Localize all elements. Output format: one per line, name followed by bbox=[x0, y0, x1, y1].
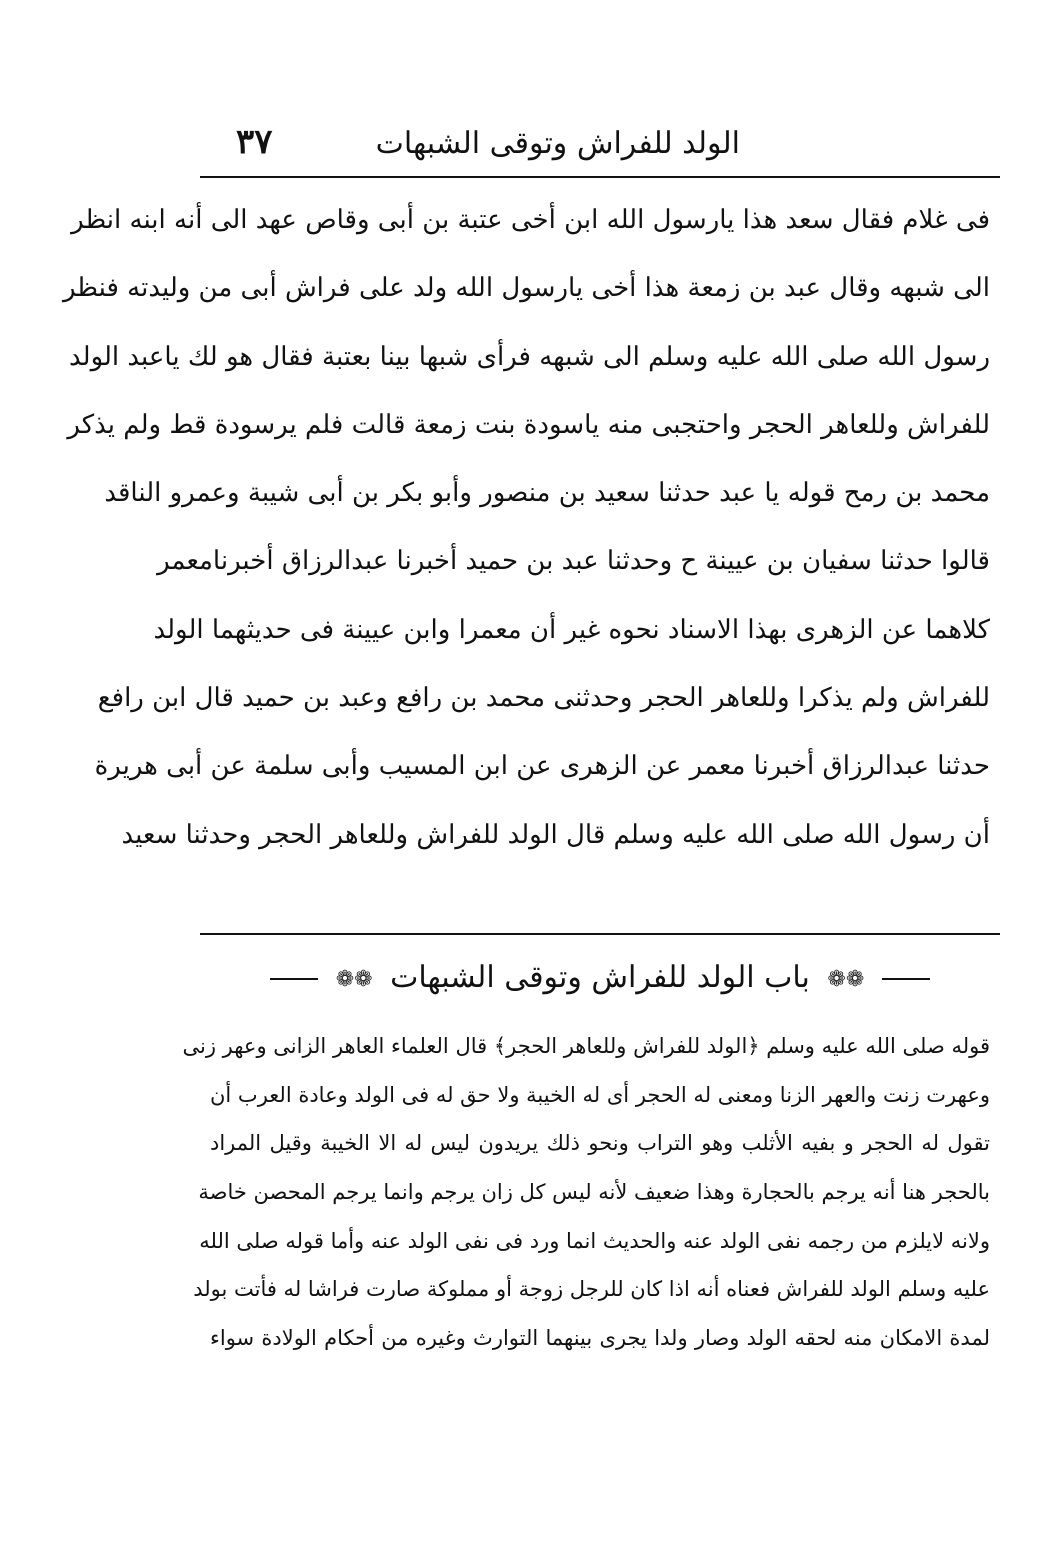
header-rule bbox=[200, 176, 1000, 178]
section-divider bbox=[200, 933, 1000, 935]
hadith-line: الى شبهه وقال عبد بن زمعة هذا أخى يارسول الله ولد على فراش أبى من وليدته فنظر bbox=[62, 273, 990, 304]
hadith-line: أن رسول الله صلى الله عليه وسلم قال الولد للفراش وللعاهر الحجر وحدثنا سعيد bbox=[121, 819, 990, 850]
hadith-line: فى غلام فقال سعد هذا يارسول الله ابن أخى عتبة بن أبى وقاص عهد الى أنه ابنه انظر bbox=[71, 205, 990, 235]
commentary-line: وعهرت زنت والعهر الزنا ومعنى له الحجر أى له الخيبة ولا حق له فى الولد وعادة العرب أن bbox=[210, 1082, 990, 1107]
ornament-icon: ❁❁ bbox=[335, 966, 373, 992]
commentary-text-block bbox=[182, 1022, 990, 1363]
heading-dash-left bbox=[270, 978, 318, 980]
header-title: الولد للفراش وتوقى الشبهات bbox=[375, 126, 740, 161]
chapter-heading bbox=[200, 960, 1000, 1010]
commentary-line: ولانه لايلزم من رجمه نفى الولد عنه والحديث انما ورد فى نفى الولد عنه وأما قوله صلى الله bbox=[199, 1228, 990, 1253]
hadith-line: رسول الله صلى الله عليه وسلم الى شبهه فرأى شبها بينا بعتبة فقال هو لك ياعبد الولد bbox=[69, 341, 990, 372]
commentary-line: بالحجر هنا أنه يرجم بالحجارة وهذا ضعيف لأنه ليس كل زان يرجم وانما يرجم المحصن خاصة bbox=[198, 1180, 990, 1205]
chapter-title: باب الولد للفراش وتوقى الشبهات bbox=[390, 960, 810, 995]
hadith-line: حدثنا عبدالرزاق أخبرنا معمر عن الزهرى عن ابن المسيب وأبى سلمة عن أبى هريرة bbox=[94, 751, 990, 782]
page-number: ٣٧ bbox=[236, 122, 273, 162]
heading-dash-right bbox=[882, 978, 930, 980]
commentary-line: قوله صلى الله عليه وسلم ﴿الولد للفراش وللعاهر الحجر﴾ قال العلماء العاهر الزانى وعهر زنى bbox=[182, 1034, 990, 1058]
commentary-line: لمدة الامكان منه لحقه الولد وصار ولدا يجرى بينهما التوارث وغيره من أحكام الولادة سواء bbox=[210, 1326, 990, 1351]
commentary-line: تقول له الحجر و بفيه الأثلب وهو التراب ونحو ذلك يريدون ليس له الا الخيبة وقيل المراد bbox=[210, 1131, 990, 1156]
hadith-text-block bbox=[62, 186, 990, 869]
hadith-line: كلاهما عن الزهرى بهذا الاسناد نحوه غير أن معمرا وابن عيينة فى حديثهما الولد bbox=[153, 614, 990, 645]
ornament-icon: ❁❁ bbox=[827, 966, 865, 992]
hadith-line: محمد بن رمح قوله يا عبد حدثنا سعيد بن منصور وأبو بكر بن أبى شيبة وعمرو الناقد bbox=[104, 478, 990, 509]
hadith-line: للفراش وللعاهر الحجر واحتجبى منه ياسودة بنت زمعة قالت فلم يرسودة قط ولم يذكر bbox=[67, 409, 990, 440]
commentary-line: عليه وسلم الولد للفراش فعناه أنه اذا كان للرجل زوجة أو مملوكة صارت فراشا له فأتت بولد bbox=[193, 1277, 990, 1302]
hadith-line: قالوا حدثنا سفيان بن عيينة ح وحدثنا عبد بن حميد أخبرنا عبدالرزاق أخبرنامعمر bbox=[157, 546, 990, 577]
running-header bbox=[200, 122, 1000, 172]
hadith-line: للفراش ولم يذكرا وللعاهر الحجر وحدثنى محمد بن رافع وعبد بن حميد قال ابن رافع bbox=[97, 683, 990, 714]
